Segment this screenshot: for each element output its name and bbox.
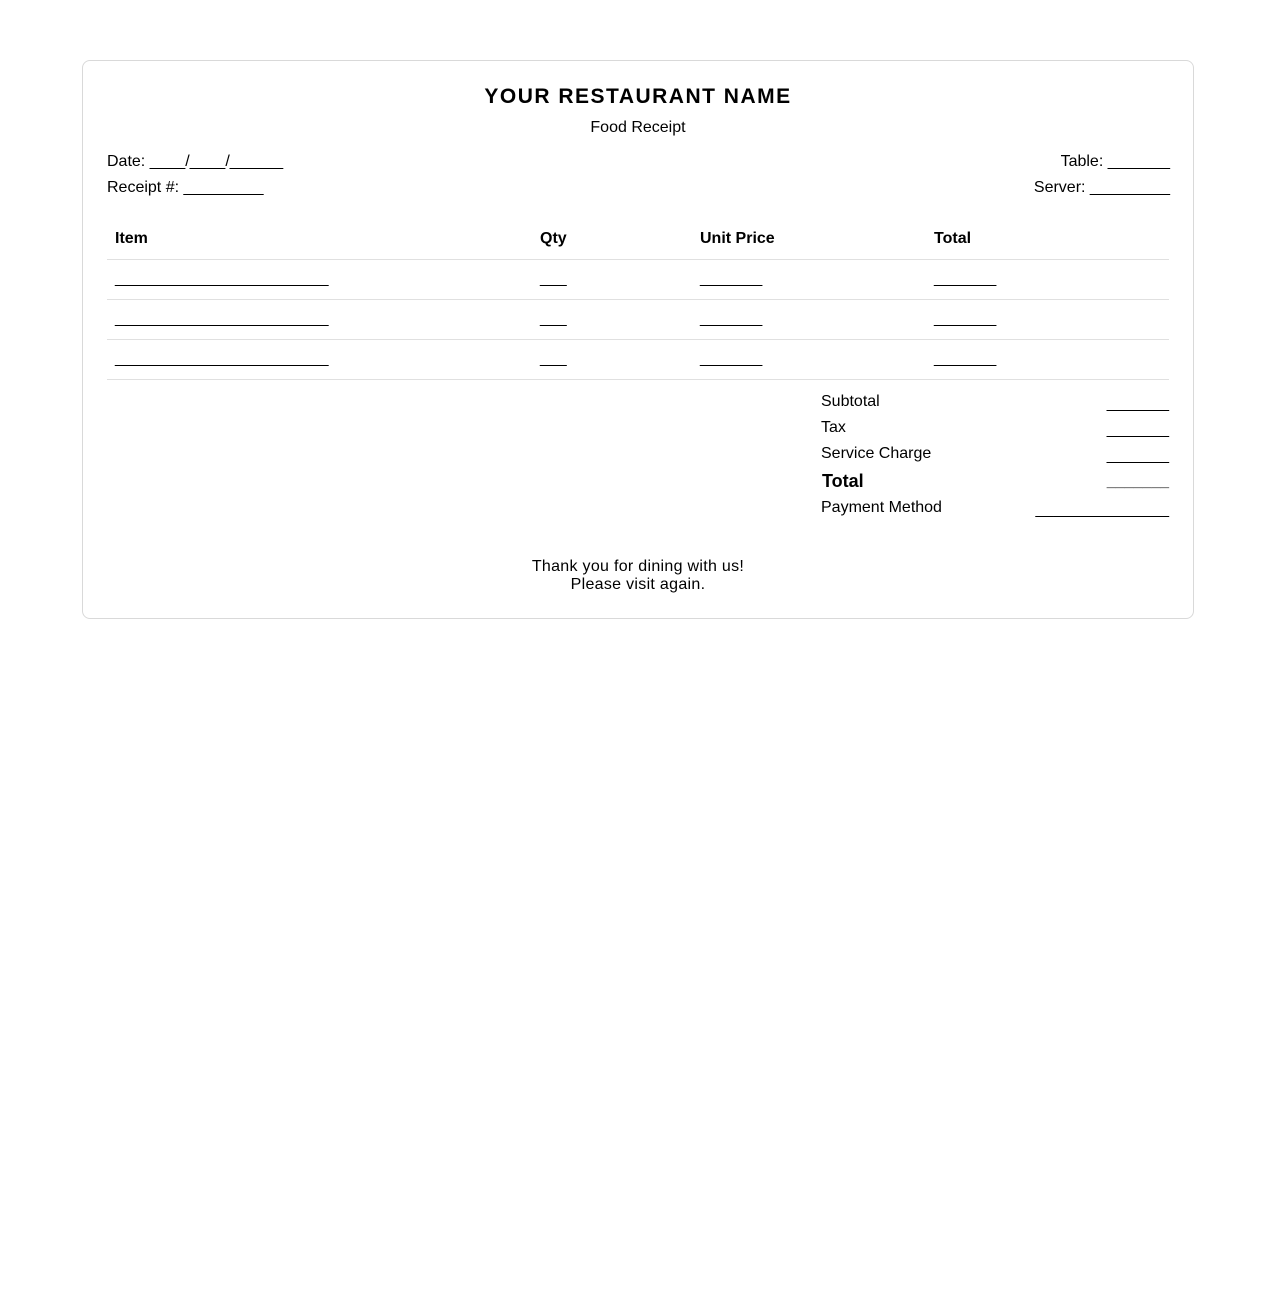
restaurant-name: YOUR RESTAURANT NAME (484, 85, 792, 108)
column-header-qty: Qty (540, 230, 567, 247)
receipt-subtitle: Food Receipt (590, 119, 686, 136)
table-row (107, 300, 1169, 340)
item-blank: ________________________ (115, 270, 329, 287)
subtotal-label: Subtotal (821, 393, 880, 410)
column-header-unit-price: Unit Price (700, 230, 775, 247)
line-total-blank: _______ (934, 350, 997, 367)
qty-blank: ___ (540, 350, 567, 367)
column-header-item: Item (115, 230, 148, 247)
receipt-meta-left (107, 149, 283, 201)
line-total-blank: _______ (934, 270, 997, 287)
column-header-total: Total (934, 230, 972, 247)
grand-total-blank: _______ (1106, 473, 1169, 490)
line-total-blank: _______ (934, 310, 997, 327)
receipt-card (82, 60, 1194, 619)
items-table (107, 221, 1169, 380)
payment-method-label: Payment Method (821, 499, 942, 516)
summary-subtotal (821, 389, 1169, 415)
summary-tax (821, 415, 1169, 441)
item-blank: ________________________ (115, 350, 329, 367)
tax-blank: _______ (1106, 421, 1169, 438)
summary-section (821, 389, 1169, 521)
table-row (107, 260, 1169, 300)
table-header (107, 221, 1169, 260)
qty-blank: ___ (540, 270, 567, 287)
unit-price-blank: _______ (700, 350, 763, 367)
summary-total (821, 467, 1169, 495)
payment-method-blank: _______________ (1035, 501, 1169, 518)
summary-service-charge (821, 441, 1169, 467)
table-field: Table: _______ (1060, 153, 1170, 170)
visit-again-message: Please visit again. (570, 576, 706, 593)
service-charge-label: Service Charge (821, 445, 932, 462)
item-blank: ________________________ (115, 310, 329, 327)
summary-payment-method (821, 495, 1169, 521)
table-row (107, 340, 1169, 380)
receipt-meta-right (1034, 149, 1170, 201)
qty-blank: ___ (540, 310, 567, 327)
tax-label: Tax (821, 419, 846, 436)
server-field: Server: _________ (1033, 179, 1170, 196)
unit-price-blank: _______ (700, 310, 763, 327)
subtotal-blank: _______ (1106, 395, 1169, 412)
date-field: Date: ____/____/______ (107, 153, 284, 170)
receipt-footer (83, 558, 1193, 594)
grand-total-label: Total (822, 471, 864, 491)
receipt-number-field: Receipt #: _________ (107, 179, 264, 196)
unit-price-blank: _______ (700, 270, 763, 287)
service-charge-blank: _______ (1106, 447, 1169, 464)
thank-you-message: Thank you for dining with us! (531, 558, 745, 575)
